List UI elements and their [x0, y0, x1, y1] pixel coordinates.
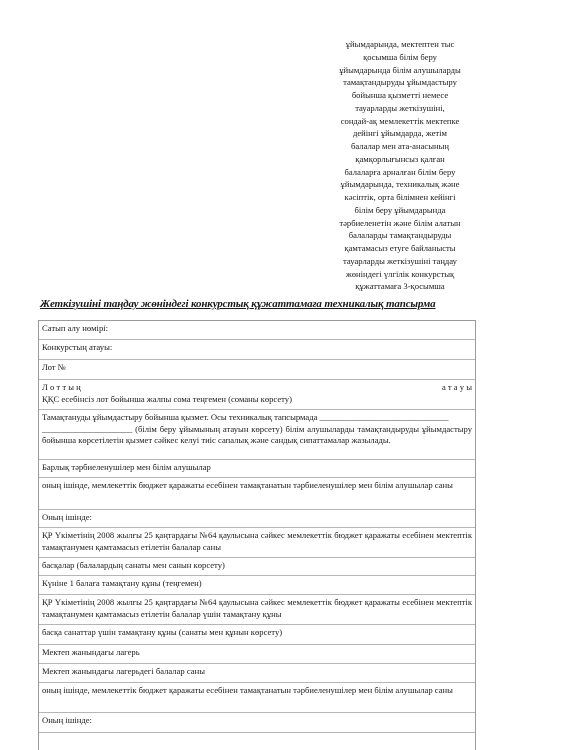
- row-including: Оның ішінде:: [39, 510, 475, 528]
- row-decree-children-count: ҚР Үкіметінің 2008 жылғы 25 қаңтардағы №64 қаулысына сәйкес мемлекеттік бюджет қаражаты есебінен мектептік тамақтанумен қамтамасыз етілетін балалар саны: [39, 528, 475, 558]
- appendix-line: ұйымдарында, мектептен тыс: [345, 39, 455, 49]
- row-decree-meal-cost: ҚР Үкіметінің 2008 жылғы 25 қаңтардағы №64 қаулысына сәйкес мемлекеттік бюджет қаражаты есебінен мектептік тамақтанумен қамтамасыз етілетін балалар үшін тамақтану құны: [39, 595, 475, 625]
- row-service-description: [39, 410, 475, 460]
- appendix-line: қамтамасыз етуге байланысты: [344, 243, 456, 253]
- appendix-line: кәсіптік, орта білімнен кейінгі: [344, 192, 456, 202]
- row-budget-pupils-count: оның ішінде, мемлекеттік бюджет қаражаты есебінен тамақтанатын тәрбиеленушілер мен білім алушылар саны: [39, 478, 475, 510]
- lot-title-right: а т а у ы: [441, 382, 472, 392]
- row-daily-meal-cost: Күніне 1 балаға тамақтану құны (теңгемен): [39, 576, 475, 595]
- appendix-line: қосымша білім беру: [363, 51, 437, 62]
- appendix-line: тәрбиеленетін және білім алатын: [339, 217, 461, 228]
- appendix-line: дейінгі ұйымдарда, жетім: [352, 128, 447, 139]
- appendix-line: балаларды тамақтандыруды: [348, 230, 452, 241]
- appendix-line: тамақтандыруды ұйымдастыру: [343, 77, 457, 88]
- row-all-pupils: Барлық тәрбиеленушілер мен білім алушылар: [39, 460, 475, 478]
- appendix-line: құжаттамаға 3-қосымша: [355, 281, 445, 292]
- appendix-line: балаларға арналған білім беру: [344, 166, 456, 177]
- appendix-note: [321, 38, 479, 293]
- service-description-line1: Тамақтануды ұйымдастыру бойынша қызмет. Осы техникалық тапсырмада ______________________________: [42, 412, 449, 422]
- lot-total-sum: ҚҚС есебінсіз лот бойынша жалпы сома теңгемен (соманы көрсету): [42, 393, 292, 404]
- appendix-line: балалар мен ата-анасының: [351, 141, 449, 151]
- service-description-line2: _____________________ (білім беру ұйымының атауын көрсету) білім алушыларды тамақтандыруды ұйымдастыру бойынша көрсетілетін қызмет сәйкес келуі тиіс сапалық және сандық сипаттамалар жазылады.: [42, 423, 472, 445]
- technical-spec-table: [38, 320, 476, 750]
- appendix-line: тауарларды жеткізушіні,: [355, 102, 445, 113]
- row-camp-including: Оның ішінде:: [39, 713, 475, 733]
- row-camp-children-count: Мектеп жанындағы лагерьдегі балалар саны: [39, 664, 475, 683]
- appendix-line: тауарларды жеткізушіні таңдау: [343, 255, 457, 266]
- row-lot-number: Лот №: [39, 360, 475, 380]
- lot-title-left: Л о т т ы ң: [42, 382, 81, 392]
- row-school-camp: Мектеп жанындағы лагерь: [39, 645, 475, 664]
- row-contest-name: Конкурстың атауы:: [39, 340, 475, 360]
- row-other-meal-cost: басқа санаттар үшін тамақтану құны (санаты мен құнын көрсету): [39, 625, 475, 645]
- appendix-line: білім беру ұйымдарында: [354, 204, 446, 215]
- document-title: Жеткізушіні таңдау жөніндегі конкурстық құжаттамаға техникалық тапсырма: [40, 298, 436, 310]
- row-lot-title: [39, 380, 475, 410]
- row-camp-budget-pupils: оның ішінде, мемлекеттік бюджет қаражаты есебінен тамақтанатын тәрбиеленушілер мен білім алушылар саны: [39, 683, 475, 713]
- appendix-line: сондай-ақ мемлекеттік мектепке: [340, 115, 460, 126]
- appendix-line: ұйымдарында білім алушыларды: [339, 64, 461, 75]
- appendix-line: бойынша қызметті немесе: [351, 90, 449, 100]
- appendix-line: қамқорлығынсыз қалған: [355, 153, 445, 164]
- appendix-line: жөніндегі үлгілік конкурстық: [345, 268, 455, 279]
- row-other-categories: басқалар (балалардың санаты мен санын көрсету): [39, 558, 475, 576]
- row-purchase-number: Сатып алу нөмірі:: [39, 321, 475, 340]
- appendix-line: ұйымдарында, техникалық және: [340, 179, 460, 190]
